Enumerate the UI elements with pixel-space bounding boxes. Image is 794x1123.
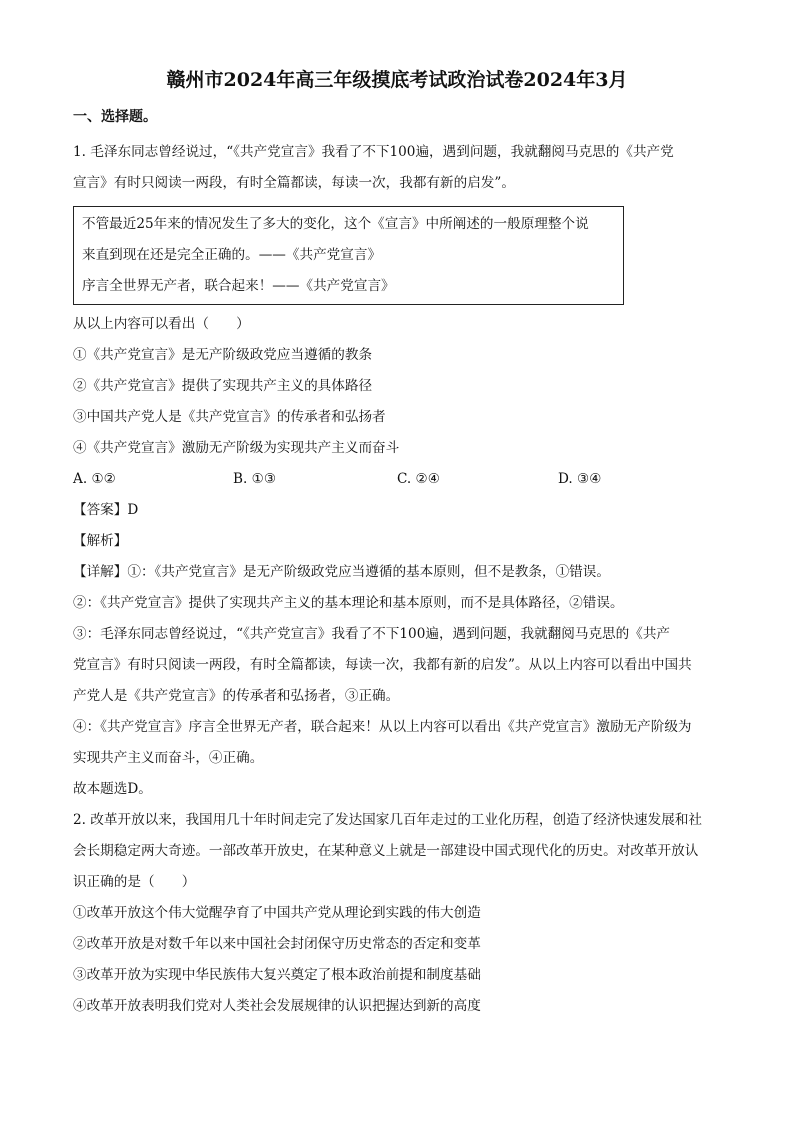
detail-line: ③：毛泽东同志曾经说过，“《共产党宣言》我看了不下100遍，遇到问题，我就翻阅马克思的《共产 [73, 626, 671, 642]
option-c[interactable]: C. ②④ [397, 471, 440, 487]
q1-stem-line: 1. 毛泽东同志曾经说过，“《共产党宣言》我看了不下100遍，遇到问题，我就翻阅马克思的《共产党 [73, 144, 674, 160]
q1-quote-box [73, 206, 624, 305]
q2-stem-line: 2. 改革开放以来，我国用几十年时间走完了发达国家几百年走过的工业化历程，创造了经济快速发展和社 [73, 812, 703, 828]
q2-stem-line: 会长期稳定两大奇迹。一部改革开放史，在某种意义上就是一部建设中国式现代化的历史。对改革开放认 [73, 843, 699, 859]
q2-item: ④改革开放表明我们党对人类社会发展规律的认识把握达到新的高度 [73, 998, 481, 1014]
detail-line [73, 557, 723, 588]
q1-ask: 从以上内容可以看出（ ） [73, 316, 250, 332]
quote-line: 来直到现在还是完全正确的。——《共产党宣言》 [82, 247, 382, 263]
q2-item: ③改革开放为实现中华民族伟大复兴奠定了根本政治前提和制度基础 [73, 967, 481, 983]
answer-value: D [127, 502, 139, 518]
detail-line: 实现共产主义而奋斗，④正确。 [73, 750, 264, 766]
page-title: 赣州市2024年高三年级摸底考试政治试卷2024年3月 [166, 69, 628, 91]
detail-line: 党宣言》有时只阅读一两段，有时全篇都读，每读一次，我都有新的启发”。从以上内容可以看出中国共 [73, 657, 692, 673]
quote-line: 不管最近25年来的情况发生了多大的变化，这个《宣言》中所阐述的一般原理整个说 [82, 216, 589, 232]
q1-item: ①《共产党宣言》是无产阶级政党应当遵循的教条 [73, 347, 373, 363]
detail-text: ①：《共产党宣言》是无产阶级政党应当遵循的基本原则，但不是教条，①错误。 [127, 564, 610, 580]
q2-stem-line: 识正确的是（ ） [73, 874, 196, 890]
answer-tag: 【答案】 [73, 502, 128, 518]
q1-options [73, 464, 723, 495]
detail-line: ②：《共产党宣言》提供了实现共产主义的基本理论和基本原则，而不是具体路径，②错误。 [73, 595, 624, 611]
q1-stem-line: 宣言》有时只阅读一两段，有时全篇都读，每读一次，我都有新的启发”。 [73, 175, 515, 191]
detail-line: ④：《共产党宣言》序言全世界无产者，联合起来！从以上内容可以看出《共产党宣言》激励无产阶级为 [73, 719, 692, 735]
section-heading: 一、选择题。 [73, 109, 157, 125]
q2-item: ①改革开放这个伟大觉醒孕育了中国共产党从理论到实践的伟大创造 [73, 905, 481, 921]
q1-item: ②《共产党宣言》提供了实现共产主义的具体路径 [73, 378, 373, 394]
exam-content [73, 137, 723, 1022]
option-a[interactable]: A. ①② [73, 471, 116, 487]
detail-line: 产党人是《共产党宣言》的传承者和弘扬者，③正确。 [73, 688, 400, 704]
q1-item: ③中国共产党人是《共产党宣言》的传承者和弘扬者 [73, 409, 386, 425]
q1-conclusion: 故本题选D。 [73, 781, 152, 797]
q2-item: ②改革开放是对数千年以来中国社会封闭保守历史常态的否定和变革 [73, 936, 481, 952]
option-d[interactable]: D. ③④ [558, 471, 602, 487]
quote-line: 序言全世界无产者，联合起来！——《共产党宣言》 [82, 278, 395, 294]
detail-tag: 【详解】 [73, 564, 128, 580]
option-b[interactable]: B. ①③ [233, 471, 277, 487]
q1-item: ④《共产党宣言》激励无产阶级为实现共产主义而奋斗 [73, 440, 400, 456]
analysis-tag: 【解析】 [73, 533, 128, 549]
q1-answer [73, 495, 723, 526]
